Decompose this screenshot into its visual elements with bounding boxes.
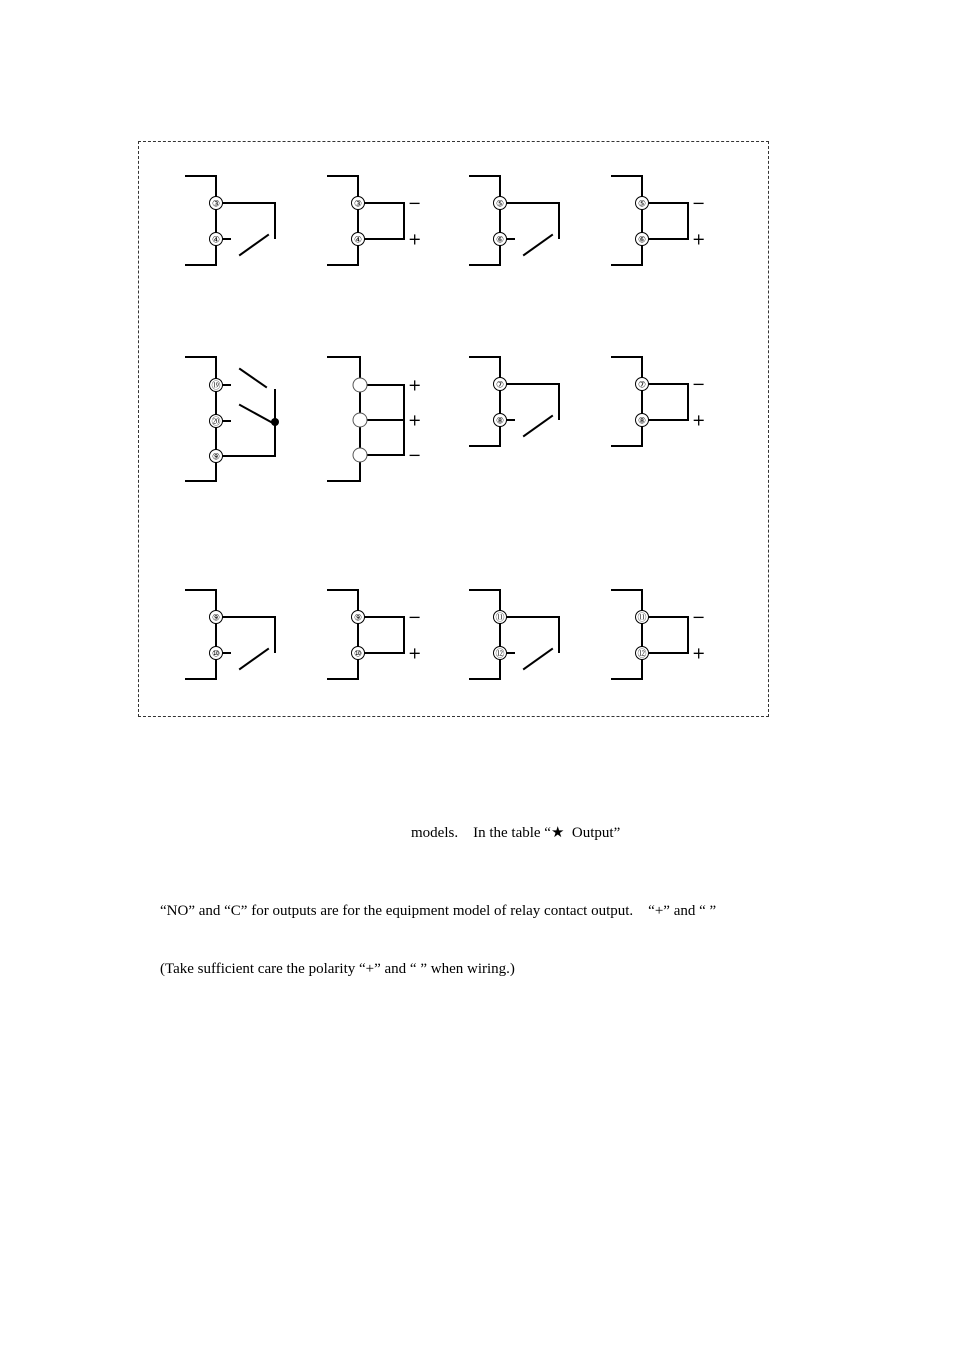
cell-3-terminal-top-label: ⑤: [495, 199, 505, 210]
cell-5-junction-dot: [271, 418, 279, 426]
cell-5-common-wire: [216, 389, 275, 456]
cell-10-sign-top: −: [408, 607, 422, 627]
cell-6-sign-3: −: [408, 445, 422, 465]
cell-3-contact-wire: [500, 203, 559, 239]
cell-4-terminal-top-label: ⑤: [637, 199, 647, 210]
cell-5-terminal-top-label: ⑲: [211, 381, 221, 392]
cell-4-terminal-bottom-label: ⑥: [637, 235, 647, 246]
cell-3-terminal-bottom-label: ⑥: [495, 235, 505, 246]
cell-6-sign-1: +: [408, 375, 422, 395]
cell-12-terminal-bottom-label: ⑫: [637, 649, 647, 660]
cell-6-terminal-1: [353, 378, 367, 392]
cell-2-terminal-bottom-label: ④: [353, 235, 363, 246]
cell-8-sign-bottom: +: [692, 410, 706, 430]
cell-2-terminal-top-label: ③: [353, 199, 363, 210]
cell-6-terminal-2: [353, 413, 367, 427]
cell-10-output-wire: [358, 617, 404, 653]
cell-12-sign-top: −: [692, 607, 706, 627]
cell-11-terminal-top-label: ⑪: [495, 613, 505, 624]
cell-2-sign-top: −: [408, 193, 422, 213]
cell-11-terminal-bottom-label: ⑫: [495, 649, 505, 660]
cell-1-switch-blade: [240, 235, 268, 255]
cell-3-switch-blade: [524, 235, 552, 255]
cell-11-contact-wire: [500, 617, 559, 653]
cell-10-sign-bottom: +: [408, 643, 422, 663]
cell-6-terminal-3: [353, 448, 367, 462]
cell-7-terminal-top-label: ⑦: [495, 380, 505, 391]
cell-1-contact-wire: [216, 203, 275, 239]
note-line-outputs: “NO” and “C” for outputs are for the equipment model of relay contact output. “+” and “ ”: [160, 903, 717, 919]
cell-9-contact-wire: [216, 617, 275, 653]
cell-7-terminal-bottom-label: ⑧: [495, 416, 505, 427]
cell-9-switch-blade: [240, 649, 268, 669]
cell-6-sign-2: +: [408, 410, 422, 430]
cell-7-contact-wire: [500, 384, 559, 420]
cell-1-terminal-top-label: ③: [211, 199, 221, 210]
cell-5-terminal-bottom-label: ⑨: [211, 452, 221, 463]
cell-8-output-wire: [642, 384, 688, 420]
cell-8-terminal-top-label: ⑦: [637, 380, 647, 391]
cell-12-terminal-top-label: ⑪: [637, 613, 647, 624]
cell-5-terminal-middle-label: ⑳: [211, 417, 221, 428]
cell-8-sign-top: −: [692, 374, 706, 394]
note-line-models: models. In the table “★ Output”: [411, 825, 621, 841]
cell-4-sign-bottom: +: [692, 229, 706, 249]
cell-5-blade-middle: [240, 405, 271, 422]
cell-2-output-wire: [358, 203, 404, 239]
cell-12-output-wire: [642, 617, 688, 653]
cell-8-terminal-bottom-label: ⑧: [637, 416, 647, 427]
note-line-polarity: (Take sufficient care the polarity “+” and “ ” when wiring.): [160, 961, 515, 977]
cell-9-terminal-top-label: ⑨: [211, 613, 221, 624]
cell-5-blade-top: [240, 369, 266, 387]
cell-2-sign-bottom: +: [408, 229, 422, 249]
cell-10-terminal-top-label: ⑨: [353, 613, 363, 624]
cell-7-switch-blade: [524, 416, 552, 436]
cell-9-terminal-bottom-label: ⑩: [211, 649, 221, 660]
cell-1-terminal-bottom-label: ④: [211, 235, 221, 246]
cell-4-output-wire: [642, 203, 688, 239]
cell-11-switch-blade: [524, 649, 552, 669]
cell-10-terminal-bottom-label: ⑩: [353, 649, 363, 660]
cell-12-sign-bottom: +: [692, 643, 706, 663]
cell-4-sign-top: −: [692, 193, 706, 213]
